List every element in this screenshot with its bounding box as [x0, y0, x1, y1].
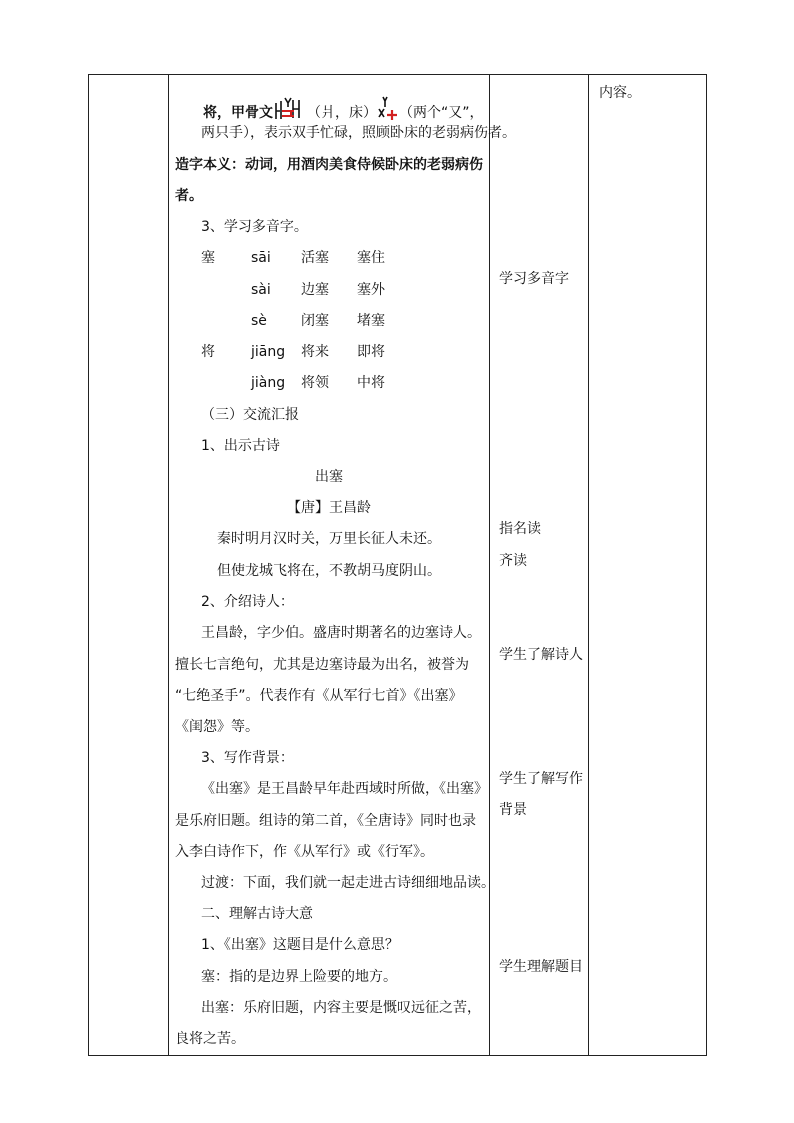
- poem-title: 出塞: [315, 469, 343, 485]
- note-learn-poet: 学生了解诗人: [499, 647, 583, 663]
- word: 塞住: [357, 250, 385, 266]
- background-line: 入李白诗作下，作《从军行》或《行军》。: [175, 844, 434, 860]
- intro-line: 王昌龄，字少伯。盛唐时期著名的边塞诗人。: [201, 625, 481, 641]
- jiang-text-2: （爿，床）: [307, 105, 377, 121]
- section-understand: 二、理解古诗大意: [201, 906, 313, 922]
- note-read-together: 齐读: [499, 553, 527, 569]
- transition-line: 过渡：下面，我们就一起走进古诗细细地品读。: [201, 875, 495, 891]
- intro-line: 擅长七言绝句，尤其是边塞诗最为出名，被誉为: [175, 657, 469, 673]
- step-show-poem: 1、出示古诗: [201, 438, 280, 454]
- poly-char-sai: 塞: [201, 250, 215, 266]
- note-learn-background-cont: 背景: [499, 802, 527, 818]
- word: 边塞: [301, 282, 329, 298]
- poem-author: 【唐】王昌龄: [287, 500, 371, 516]
- poem-line: 秦时明月汉时关，万里长征人未还。: [217, 531, 441, 547]
- note-read-name: 指名读: [499, 521, 541, 537]
- step-polyphone: 3、学习多音字。: [201, 219, 308, 235]
- pinyin: jiāng: [251, 344, 286, 360]
- word: 活塞: [301, 250, 329, 266]
- step-background: 3、写作背景：: [201, 750, 294, 766]
- pinyin: sè: [251, 313, 267, 329]
- remarks-text: 内容。: [599, 85, 641, 101]
- note-learn-polyphone: 学习多音字: [499, 271, 569, 287]
- column-divider: [489, 75, 490, 1055]
- pinyin: sài: [251, 282, 271, 298]
- lesson-table: [88, 74, 707, 1056]
- word: 闭塞: [301, 313, 329, 329]
- remarks-column: [593, 75, 703, 1055]
- intro-line: 《闺怨》等。: [175, 719, 259, 735]
- word: 塞外: [357, 282, 385, 298]
- question-title: 1、《出塞》这题目是什么意思？: [201, 937, 399, 953]
- pinyin: jiàng: [251, 375, 286, 391]
- jiang-text-line2: 两只手），表示双手忙碌，照顾卧床的老弱病伤者。: [201, 125, 516, 141]
- background-line: 《出塞》是王昌龄早年赴西域时所做，《出塞》: [201, 781, 488, 797]
- poem-line: 但使龙城飞将在，不教胡马度阴山。: [217, 563, 441, 579]
- jiang-text-1: 将，甲骨文: [203, 105, 273, 121]
- word: 将领: [301, 375, 329, 391]
- section-exchange: （三）交流汇报: [201, 407, 299, 423]
- background-line: 是乐府旧题。组诗的第二首，《全唐诗》同时也录: [175, 813, 476, 829]
- chusai-definition-cont: 良将之苦。: [175, 1031, 245, 1047]
- word: 中将: [357, 375, 385, 391]
- note-understand-title: 学生理解题目: [499, 959, 583, 975]
- jiang-text-3: （两个“又”，: [399, 105, 484, 121]
- origin-meaning: 造字本义：动词，用酒肉美食侍候卧床的老弱病伤: [175, 157, 483, 173]
- chusai-definition: 出塞：乐府旧题，内容主要是慨叹远征之苦，: [201, 1000, 481, 1016]
- note-learn-background: 学生了解写作: [499, 771, 583, 787]
- pinyin: sāi: [251, 250, 271, 266]
- word: 堵塞: [357, 313, 385, 329]
- sai-definition: 塞：指的是边界上险要的地方。: [201, 969, 397, 985]
- intro-line: “七绝圣手”。代表作有《从军行七首》《出塞》: [175, 688, 463, 704]
- word: 即将: [357, 344, 385, 360]
- step-intro-poet: 2、介绍诗人：: [201, 594, 294, 610]
- word: 将来: [301, 344, 329, 360]
- poly-char-jiang: 将: [201, 344, 215, 360]
- origin-meaning-cont: 者。: [175, 188, 203, 204]
- student-activity-column: [493, 75, 589, 1055]
